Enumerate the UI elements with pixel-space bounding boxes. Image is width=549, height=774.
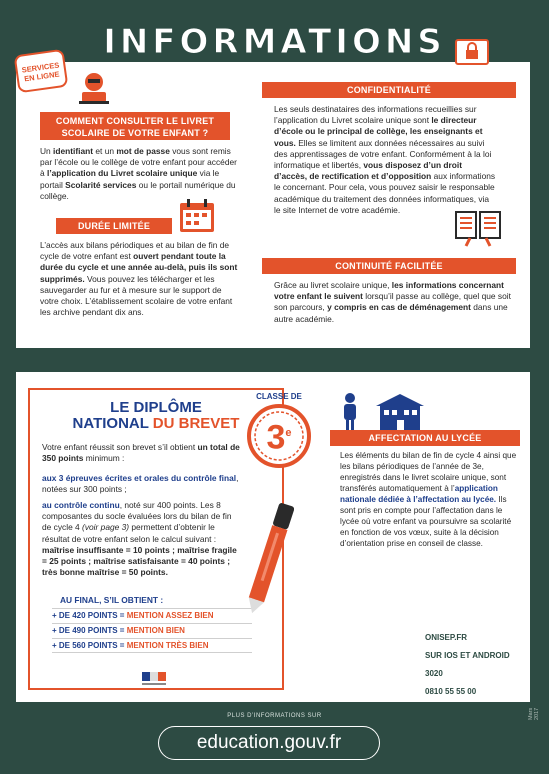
- walking-book-icon: [452, 208, 504, 248]
- onisep-link[interactable]: ONISEP.FR: [420, 632, 472, 643]
- classe-label: CLASSE DE: [256, 392, 302, 401]
- confidentialite-text: Les seuls destinataires des informations recueillies sur l’application du Livret scolaire unique sont le directeur d’école ou le principal de collège, les enseignants et vous. Elles se limitent aux données nécessaires au suivi des apprentissages de votre enfant. Conformément à la loi informatique et libertés, vous disposez d’un droit d’accès, de rectification et d’opposition aux informations le concernant. Pour cela, vous pouvez saisir le responsable académique du traitement des données informatiques, via le site Internet de votre académie.: [274, 104, 496, 215]
- brevet-final-title: AU FINAL, S’IL OBTIENT :: [60, 595, 164, 605]
- more-info-label: PLUS D’INFORMATIONS SUR: [227, 713, 322, 719]
- brevet-intro: Votre enfant réussit son brevet s’il obtient un total de 350 points minimum :: [42, 442, 240, 464]
- affectation-text: Les éléments du bilan de fin de cycle 4 ainsi que les bilans périodiques de l’année de 3e, enregistrés dans le livret scolaire unique, sont transférés automatiquement à l’application nationale dédiée à l’affectation au lycée. Ils sont pris en compte pour l’affectation dans le lycée où votre enfant va poursuivre sa scolarité en fonction de vos vœux, suite à la décision d’orientation prise en conseil de classe.: [340, 451, 517, 548]
- handicap-number[interactable]: 0810 55 55 00: [420, 686, 481, 697]
- mention-row: + DE 420 POINTS = MENTION ASSEZ BIEN: [52, 608, 252, 623]
- harcelement-number[interactable]: 3020: [420, 668, 448, 679]
- services-en-ligne-badge: SERVICES EN LIGNE: [14, 49, 69, 94]
- duree-text: L’accès aux bilans périodiques et au bilan de fin de cycle de votre enfant est ouvert pendant toute la durée du cycle et une année au-delà, puis ils sont supprimés. Vous pouvez les télécharger et les sauvegarder au fur et à mesure sur le support de votre choix. L’établissement scolaire de votre enfant les archive pendant dix ans.: [40, 240, 238, 318]
- duree-heading: DURÉE LIMITÉE: [56, 218, 172, 234]
- continuite-text: Grâce au livret scolaire unique, les informations concernant votre enfant le suivent lorsqu’il passe au collège, quel que soit son parcours, y compris en cas de déménagement dans une autre académie.: [274, 280, 511, 324]
- mentions-list: [52, 608, 252, 653]
- brevet-title: LE DIPLÔME NATIONAL DU BREVET: [72, 399, 240, 432]
- brevet-point-2: au contrôle continu, noté sur 400 points. Les 8 composantes du socle évaluées lors du bilan de fin de cycle 4 (voir page 3) permettent d’obtenir le résultat de votre enfant selon le calcul suivant : maîtrise insuffisante = 10 points ; maîtrise fragile = 25 points ; maîtrise satisfaisante = 40 points ; très bonne maîtrise = 50 points.: [42, 500, 237, 578]
- user-computer-icon: [76, 70, 112, 106]
- confidentialite-heading: CONFIDENTIALITÉ: [262, 82, 516, 98]
- education-url-link[interactable]: education.gouv.fr: [158, 726, 380, 760]
- consulter-text: Un identifiant et un mot de passe vous sont remis par l’école ou le collège de votre enfant pour accéder à l’application du Livret scolaire unique via le portail Scolarité services ou le portail numérique du collège.: [40, 146, 237, 201]
- student-school-icon: [340, 390, 424, 432]
- brevet-point-1: aux 3 épreuves écrites et orales du contrôle final, notées sur 300 points ;: [42, 473, 239, 495]
- continuite-heading: CONTINUITÉ FACILITÉE: [262, 258, 516, 274]
- calendar-icon: [178, 198, 216, 234]
- numeros-row-orientation: Orientation ONISEP.FR: [314, 632, 524, 643]
- numeros-row-eparents: Application eParents SUR IOS ET ANDROID: [314, 650, 524, 661]
- lock-screen-icon: [454, 38, 490, 72]
- mention-row: + DE 490 POINTS = MENTION BIEN: [52, 623, 252, 638]
- classe-value: 3e: [266, 418, 292, 457]
- numeros-row-handicap: Aide Handicap École 0810 55 55 00: [314, 686, 524, 697]
- pen-illustration: [246, 498, 294, 618]
- publication-date: Mars 2017: [528, 707, 540, 720]
- page-title: INFORMATIONS: [103, 22, 446, 62]
- affectation-heading: AFFECTATION AU LYCÉE: [330, 430, 520, 446]
- numeros-title: NUMÉROS ET SITES UTILES: [318, 611, 518, 629]
- marianne-logo: [142, 672, 166, 686]
- eparents-link[interactable]: SUR IOS ET ANDROID: [420, 650, 515, 661]
- mention-row: + DE 560 POINTS = MENTION TRÈS BIEN: [52, 638, 252, 653]
- numeros-row-harcelement: Non au harcèlement 3020: [314, 668, 524, 679]
- consulter-heading: COMMENT CONSULTER LE LIVRET SCOLAIRE DE VOTRE ENFANT ?: [40, 112, 230, 140]
